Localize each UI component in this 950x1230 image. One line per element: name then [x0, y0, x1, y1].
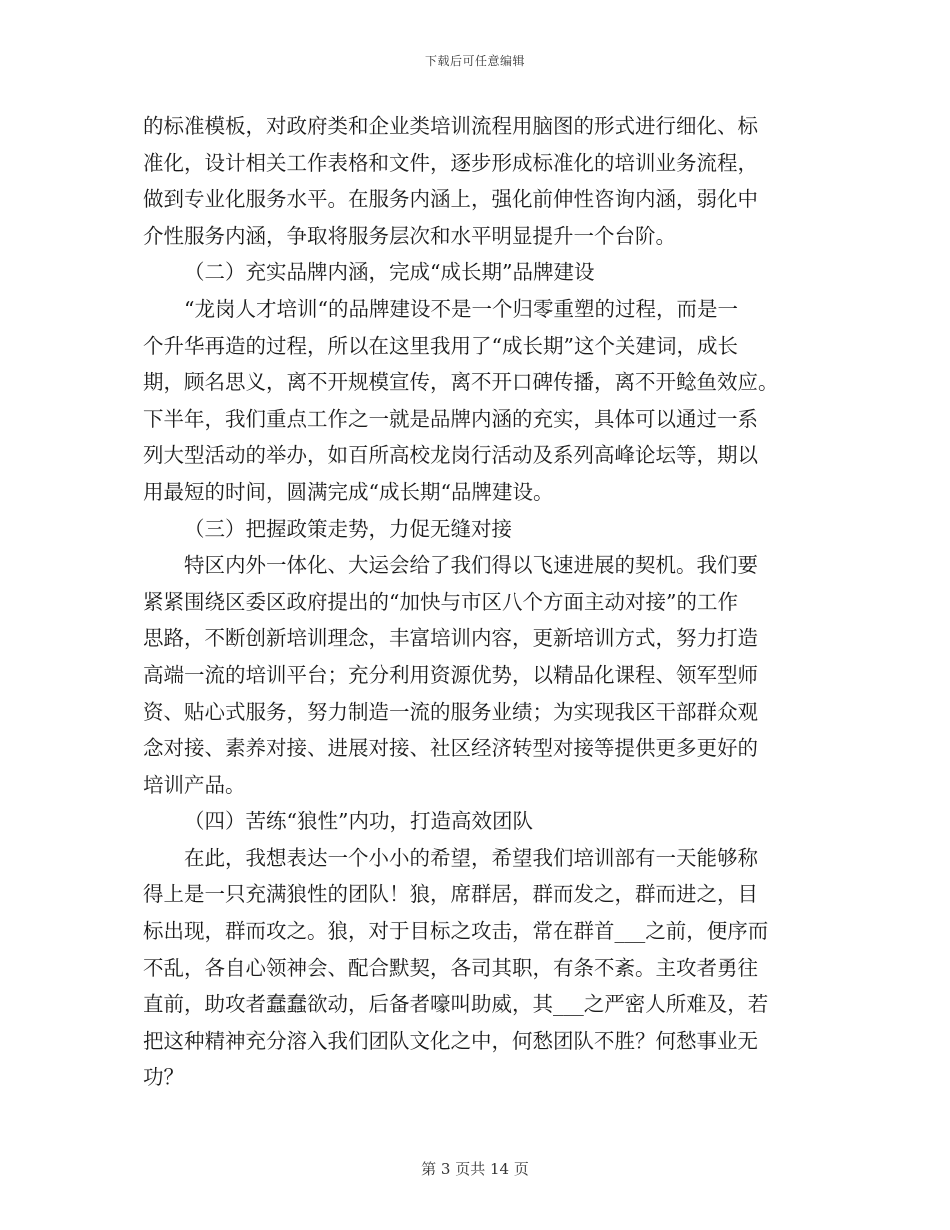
text-line: “龙岗人才培训“的品牌建设不是一个归零重塑的过程，而是一	[184, 296, 738, 321]
page-footer: 第 3 页共 14 页	[421, 1160, 529, 1178]
text-line: 培训产品。	[143, 772, 246, 797]
text-line: 标出现，群而攻之。狼，对于目标之攻击，常在群首___之前，便序而	[143, 919, 769, 944]
text-line: 把这种精神充分溶入我们团队文化之中，何愁团队不胜？何愁事业无	[143, 1028, 758, 1053]
text-line: 念对接、素养对接、进展对接、社区经济转型对接等提供更多更好的	[143, 736, 758, 761]
text-line: （二）充实品牌内涵，完成“成长期”品牌建设	[184, 260, 595, 285]
text-line: 得上是一只充满狼性的团队！狼，席群居，群而发之，群而进之，目	[143, 882, 758, 907]
text-line: （三）把握政策走势，力促无缝对接	[184, 516, 512, 541]
text-line: 在此，我想表达一个小小的希望，希望我们培训部有一天能够称	[184, 845, 758, 870]
text-line: 直前，助攻者蠢蠢欲动，后备者嚎叫助威，其___之严密人所难及，若	[143, 992, 769, 1017]
text-line: 不乱，各自心领神会、配合默契，各司其职，有条不紊。主攻者勇往	[143, 955, 758, 980]
text-line: 用最短的时间，圆满完成“成长期“品牌建设。	[143, 479, 554, 504]
text-line: 介性服务内涵，争取将服务层次和水平明显提升一个台阶。	[143, 223, 676, 248]
text-line: 列大型活动的举办，如百所高校龙岗行活动及系列高峰论坛等，期以	[143, 443, 758, 468]
text-line: 思路，不断创新培训理念，丰富培训内容，更新培训方式，努力打造	[143, 626, 758, 651]
text-line: 准化，设计相关工作表格和文件，逐步形成标准化的培训业务流程，	[143, 150, 758, 175]
page-header: 下载后可任意编辑	[424, 54, 525, 68]
text-line: 期，顾名思义，离不开规模宣传，离不开口碑传播，离不开鲶鱼效应。	[143, 370, 779, 395]
text-line: 个升华再造的过程，所以在这里我用了“成长期”这个关建词，成长	[143, 333, 738, 358]
text-line: 功？	[143, 1065, 184, 1090]
text-line: 高端一流的培训平台；充分利用资源优势，以精品化课程、领军型师	[143, 662, 758, 687]
text-line: （四）苦练“狼性”内功，打造高效团队	[184, 809, 533, 834]
text-line: 资、贴心式服务，努力制造一流的服务业绩；为实现我区干部群众观	[143, 699, 758, 724]
text-line: 做到专业化服务水平。在服务内涵上，强化前伸性咨询内涵，弱化中	[143, 187, 758, 212]
text-line: 紧紧围绕区委区政府提出的“加快与市区八个方面主动对接”的工作	[143, 589, 738, 614]
text-line: 的标准模板，对政府类和企业类培训流程用脑图的形式进行细化、标	[143, 114, 758, 138]
text-line: 特区内外一体化、大运会给了我们得以飞速进展的契机。我们要	[184, 553, 758, 578]
text-line: 下半年，我们重点工作之一就是品牌内涵的充实，具体可以通过一系	[143, 406, 758, 431]
document-body	[143, 108, 815, 1096]
